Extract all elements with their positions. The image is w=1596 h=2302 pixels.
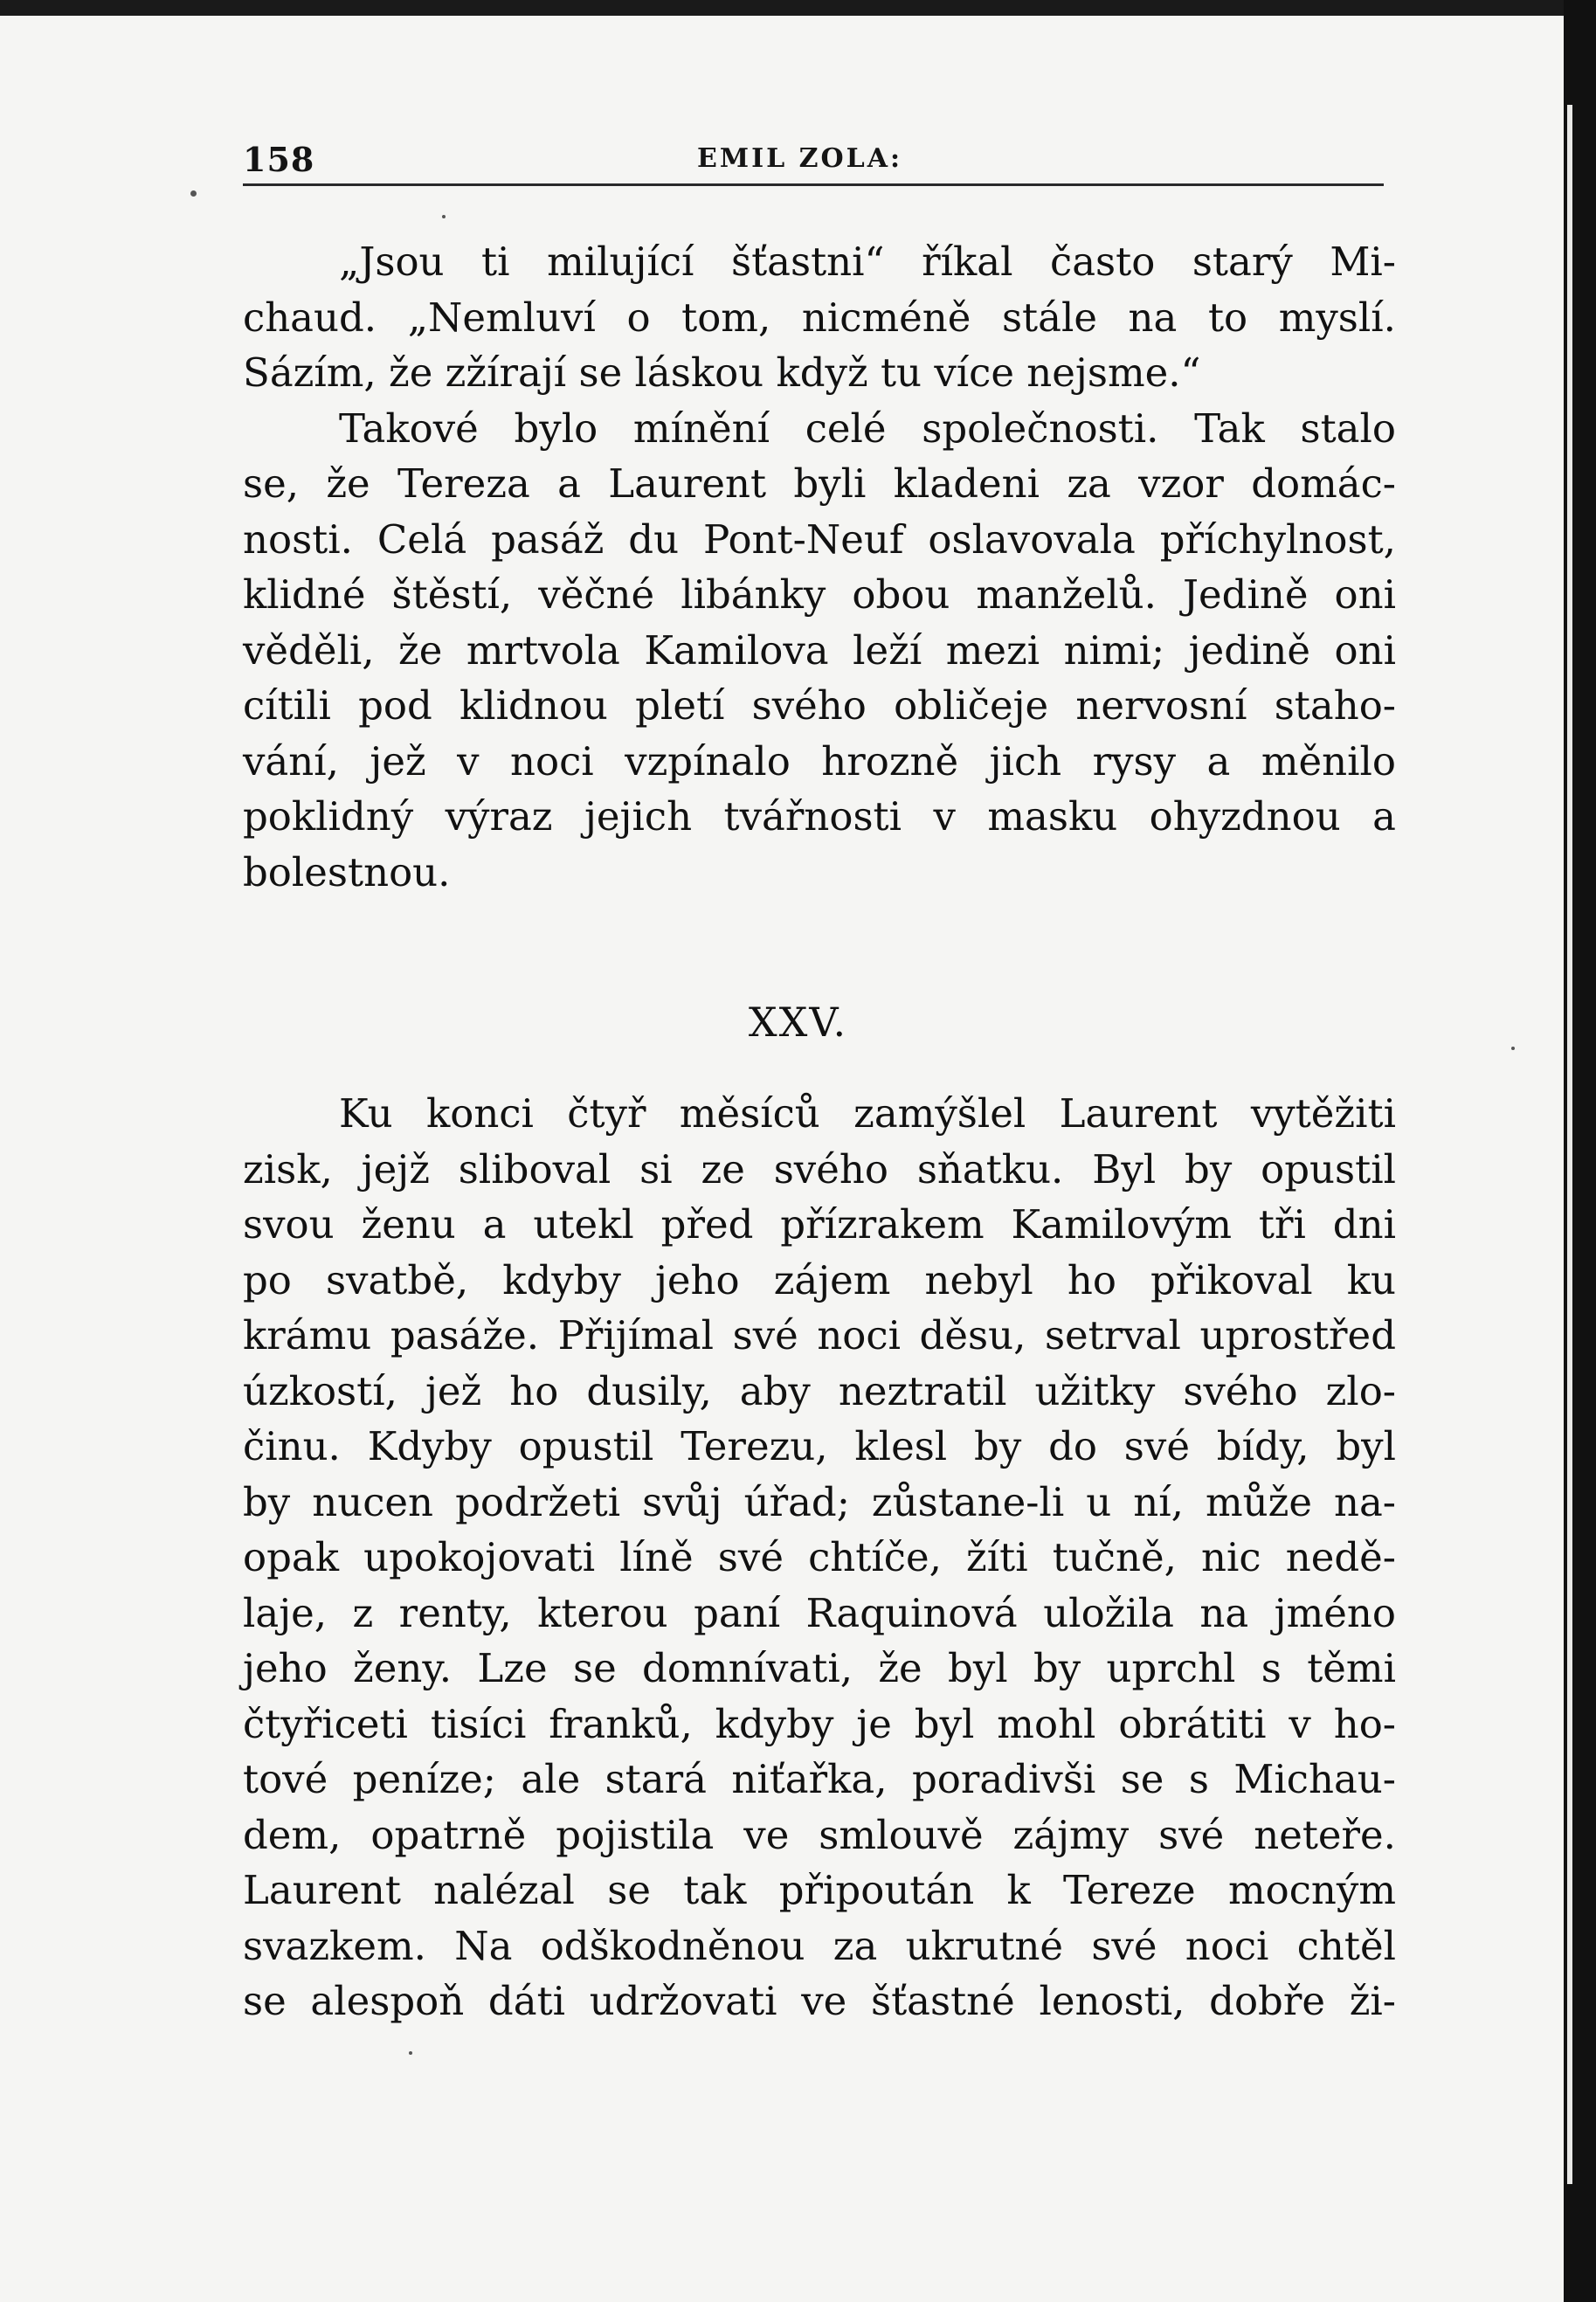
text-line: Ku konci čtyř měsíců zamýšlel Laurent vytěžiti — [339, 1090, 1396, 1137]
text-line: jeho ženy. Lze se domnívati, že byl by uprchl s těmi — [243, 1645, 1396, 1691]
text-line: svazkem. Na odškodněnou za ukrutné své noci chtěl — [243, 1922, 1396, 1969]
text-line: Laurent nalézal se tak připoután k Tereze mocným — [243, 1867, 1396, 1913]
chapter-heading: XXV. — [748, 999, 848, 1046]
text-line: dem, opatrně pojistila ve smlouvě zájmy své neteře. — [243, 1811, 1396, 1858]
text-line: se, že Tereza a Laurent byli kladeni za vzor domác- — [243, 460, 1396, 507]
text-line: laje, z renty, kterou paní Raquinová uložila na jméno — [243, 1589, 1396, 1636]
text-line: nosti. Celá pasáž du Pont-Neuf oslavovala příchylnost, — [243, 515, 1396, 563]
text-line: věděli, že mrtvola Kamilova leží mezi nimi; jedině oni — [243, 626, 1396, 674]
text-line: svou ženu a utekl před přízrakem Kamilovým tři dni — [243, 1201, 1396, 1248]
text-line: Sázím, že zžírají se láskou když tu více nejsme.“ — [243, 349, 1201, 396]
text-line: opak upokojovati líně své chtíče, žíti tučně, nic nedě- — [243, 1534, 1396, 1580]
text-line: se alespoň dáti udržovati ve šťastné lenosti, dobře ži- — [243, 1978, 1396, 2024]
page-header — [243, 122, 1384, 186]
text-line: bolestnou. — [243, 848, 451, 895]
text-line: zisk, jejž sliboval si ze svého sňatku. Byl by opustil — [243, 1145, 1396, 1192]
text-line: cítili pod klidnou pletí svého obličeje nervosní staho- — [243, 682, 1396, 729]
text-after-chapter — [243, 1086, 1396, 2029]
running-head: EMIL ZOLA: — [697, 143, 903, 174]
book-page — [0, 16, 1564, 2302]
text-line: činu. Kdyby opustil Terezu, klesl by do své bídy, byl — [243, 1423, 1396, 1469]
text-line: poklidný výraz jejich tvářnosti v masku ohyzdnou a — [243, 793, 1396, 840]
paragraph-3 — [243, 1086, 1396, 2029]
text-line: úzkostí, jež ho dusily, aby neztratil užitky svého zlo- — [243, 1367, 1396, 1414]
text-line: krámu pasáže. Přijímal své noci děsu, setrval uprostřed — [243, 1312, 1396, 1358]
text-line: vání, jež v noci vzpínalo hrozně jich rysy a měnilo — [243, 737, 1396, 785]
text-line: klidné štěstí, věčné libánky obou manželů. Jedině oni — [243, 571, 1396, 618]
scan-edge — [1564, 0, 1596, 2302]
paragraph-2 — [243, 401, 1396, 901]
text-line: chaud. „Nemluví o tom, nicméně stále na to myslí. — [243, 294, 1396, 341]
paragraph-1 — [243, 234, 1396, 401]
text-line: Takové bylo mínění celé společnosti. Tak stalo — [339, 404, 1396, 452]
text-before-chapter — [243, 234, 1396, 900]
page-number: 158 — [243, 140, 315, 179]
text-line: tové peníze; ale stará niťařka, poradivši se s Michau- — [243, 1756, 1396, 1802]
text-line: po svatbě, kdyby jeho zájem nebyl ho přikoval ku — [243, 1256, 1396, 1303]
text-line: „Jsou ti milující šťastni“ říkal často starý Mi- — [339, 238, 1396, 285]
text-line: by nucen podržeti svůj úřad; zůstane-li u ní, může na- — [243, 1478, 1396, 1525]
text-line: čtyřiceti tisíci franků, kdyby je byl mohl obrátiti v ho- — [243, 1700, 1396, 1747]
